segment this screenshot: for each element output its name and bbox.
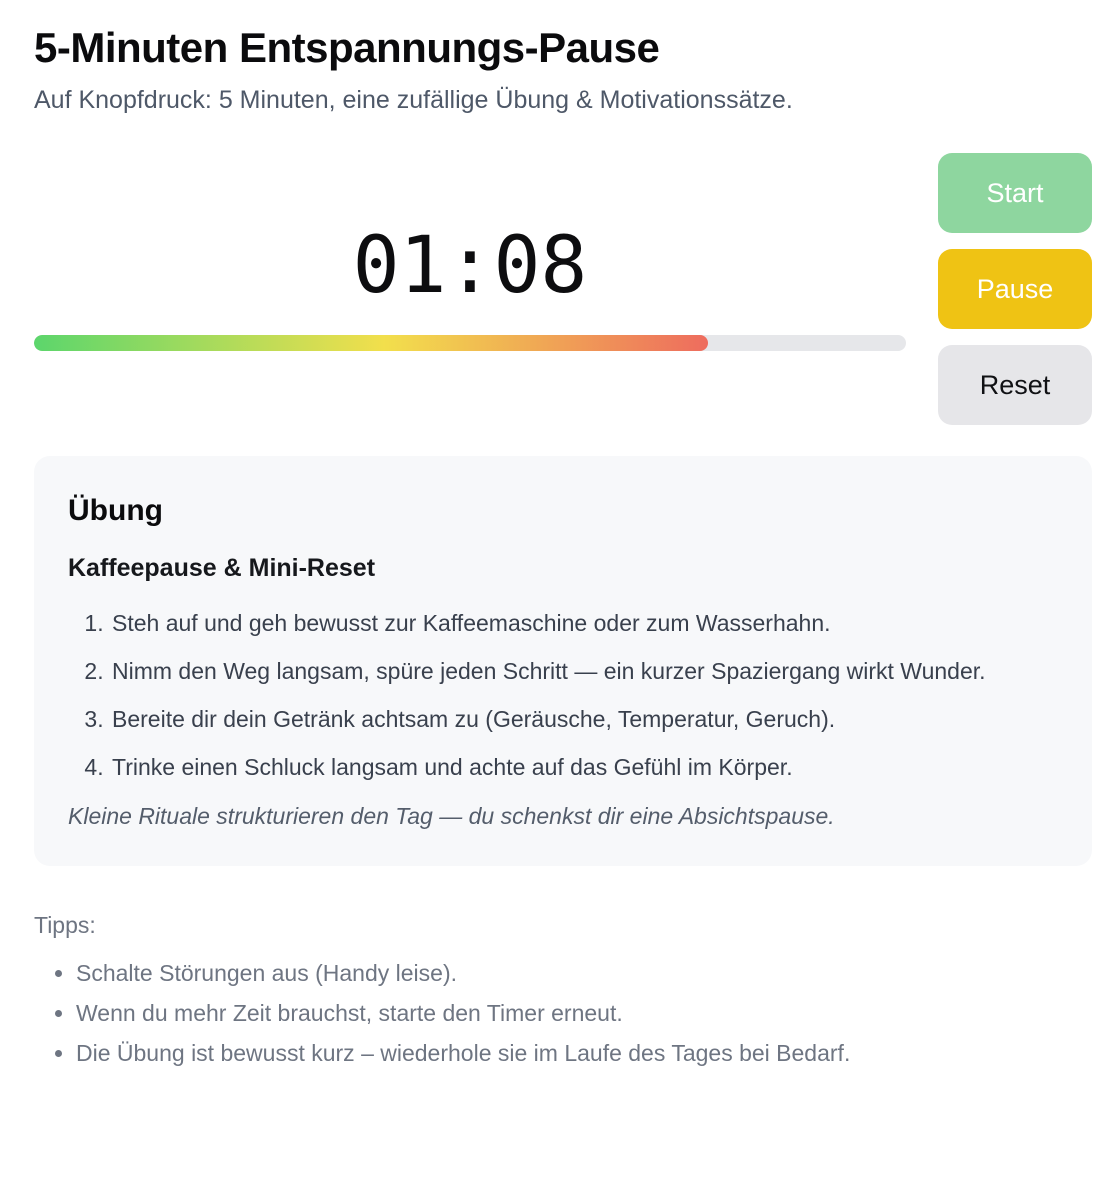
exercise-step: 3. Bereite dir dein Getränk achtsam zu (Geräusche, Temperatur, Geruch). bbox=[110, 699, 1058, 739]
progress-fill bbox=[34, 335, 708, 351]
exercise-step: 4. Trinke einen Schluck langsam und achte auf das Gefühl im Körper. bbox=[110, 747, 1058, 787]
tip-item: • Wenn du mehr Zeit brauchst, starte den Timer erneut. bbox=[76, 993, 1092, 1033]
tips-label: Tipps: bbox=[34, 912, 96, 939]
exercise-step: 1. Steh auf und geh bewusst zur Kaffeemaschine oder zum Wasserhahn. bbox=[110, 603, 1058, 643]
tips-list bbox=[34, 953, 1092, 1073]
tip-item: • Die Übung ist bewusst kurz – wiederhole sie im Laufe des Tages bei Bedarf. bbox=[76, 1033, 1092, 1073]
tips-section bbox=[34, 912, 1092, 1073]
progress-bar-track bbox=[34, 335, 906, 351]
timer-display: 01:08 bbox=[352, 221, 588, 312]
pause-button[interactable]: Pause bbox=[938, 249, 1092, 329]
exercise-card bbox=[34, 456, 1092, 866]
exercise-step: 2. Nimm den Weg langsam, spüre jeden Schritt — ein kurzer Spaziergang wirkt Wunder. bbox=[110, 651, 1058, 691]
start-button[interactable]: Start bbox=[938, 153, 1092, 233]
timer-controls bbox=[938, 153, 1092, 425]
exercise-step-list bbox=[68, 603, 1058, 787]
exercise-name: Kaffeepause & Mini-Reset bbox=[68, 554, 376, 583]
reset-button[interactable]: Reset bbox=[938, 345, 1092, 425]
page-subtitle: Auf Knopfdruck: 5 Minuten, eine zufällige Übung & Motivationssätze. bbox=[34, 86, 793, 115]
page-title: 5-Minuten Entspannungs-Pause bbox=[34, 24, 660, 71]
timer-section bbox=[34, 153, 1092, 425]
exercise-quote: Kleine Rituale strukturieren den Tag — du schenkst dir eine Absichtspause. bbox=[68, 803, 835, 830]
tip-item: • Schalte Störungen aus (Handy leise). bbox=[76, 953, 1092, 993]
exercise-heading: Übung bbox=[68, 494, 163, 528]
timer-left-column bbox=[34, 153, 906, 351]
